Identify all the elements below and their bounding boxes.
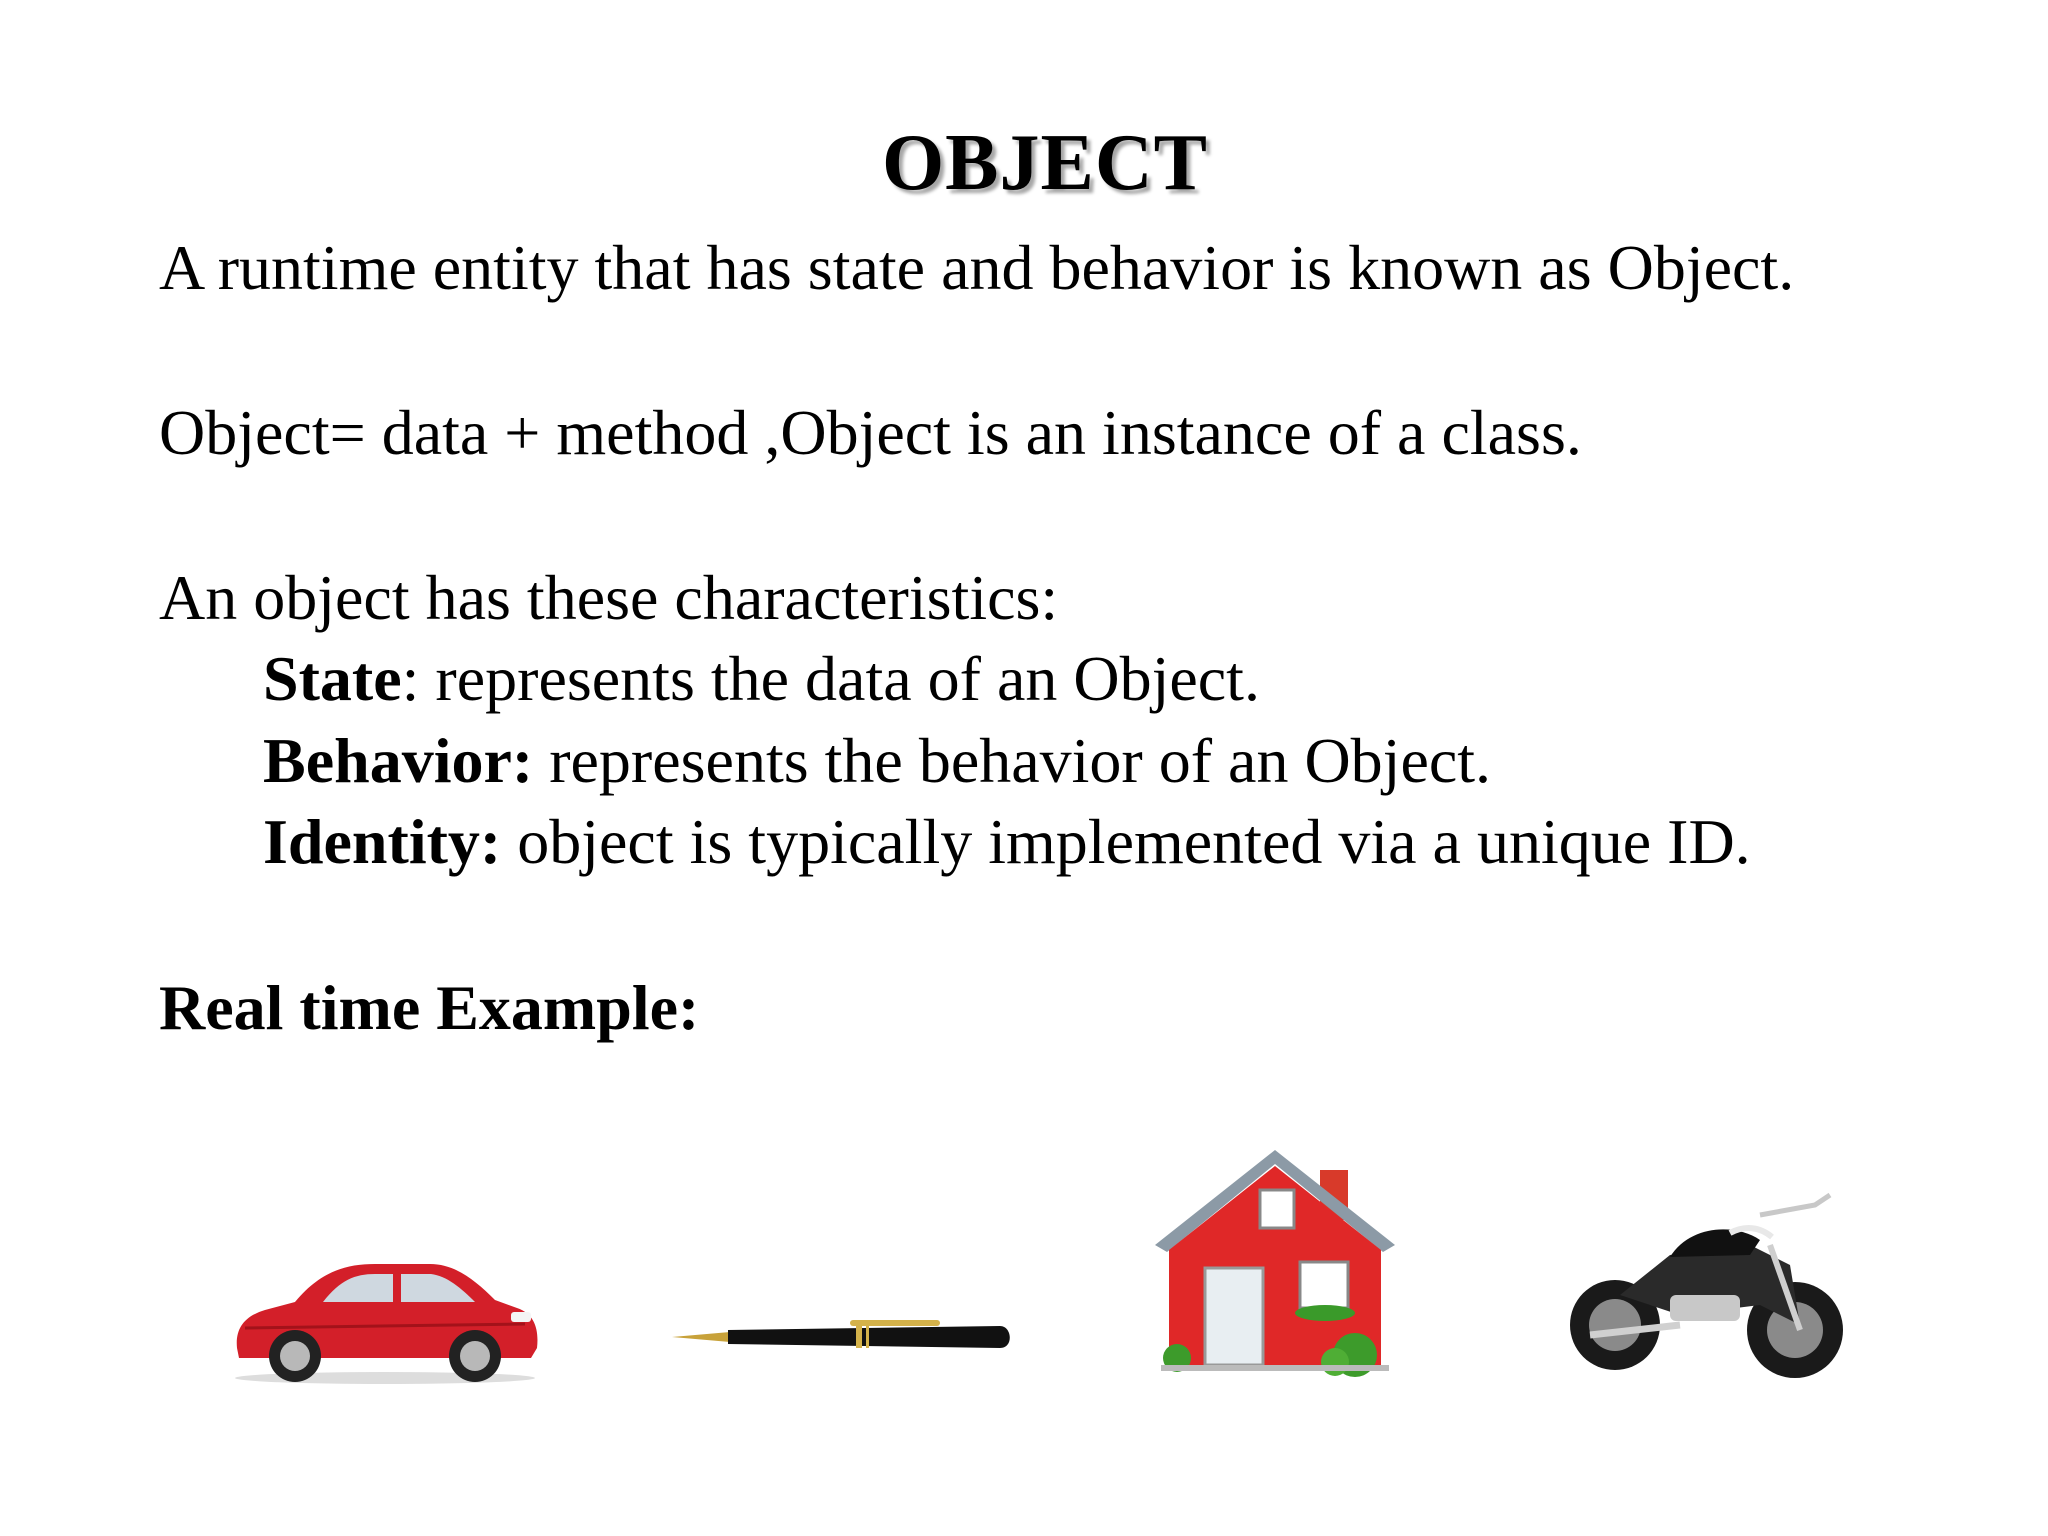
characteristics-intro: An object has these characteristics: [159, 562, 1059, 633]
characteristic-term: Identity: [263, 806, 502, 877]
characteristic-separator: : [401, 643, 420, 714]
formula-text: Object= data + method ,Object is an instance of a class. [159, 397, 1582, 468]
example-heading: Real time Example: [159, 972, 700, 1043]
characteristic-term: State [263, 643, 402, 714]
characteristic-behavior [263, 725, 1491, 797]
definition-text: A runtime entity that has state and behavior is known as Object. [159, 232, 1795, 303]
characteristic-description: represents the data of an Object. [419, 643, 1260, 714]
characteristic-identity [263, 806, 1751, 878]
characteristic-description: object is typically implemented via a unique ID. [501, 806, 1751, 877]
slide-title: OBJECT [881, 119, 1209, 207]
characteristic-term: Behavior: [263, 725, 534, 796]
car-icon [225, 1250, 545, 1390]
characteristic-state [263, 643, 1260, 715]
house-icon [1155, 1150, 1395, 1380]
motorcycle-icon [1560, 1185, 1850, 1385]
pen-icon [670, 1312, 1015, 1362]
characteristic-description: represents the behavior of an Object. [533, 725, 1492, 796]
